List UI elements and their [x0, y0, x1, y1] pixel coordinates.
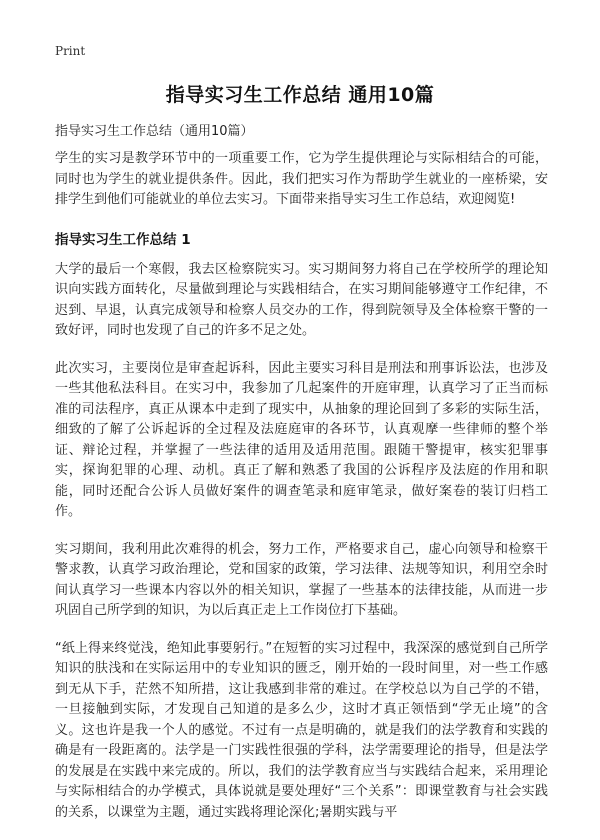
- page-title: 指导实习生工作总结 通用10篇: [165, 84, 435, 106]
- section-heading: 指导实习生工作总结 1: [55, 231, 191, 248]
- intro-paragraph: 学生的实习是教学环节中的一项重要工作，它为学生提供理论与实际相结合的可能，同时也为学生的就业提供条件。因此，我们把实习作为帮助学生就业的一座桥梁，安排学生到他们可能就业的单位去实习。下面带来指导实习生工作总结，欢迎阅览!: [55, 151, 548, 207]
- print-link[interactable]: Print: [55, 44, 86, 58]
- body-paragraph-2: 此次实习，主要岗位是审查起诉科，因此主要实习科目是刑法和刑事诉讼法，也涉及一些其他私法科目。在实习中，我参加了几起案件的开庭审理，认真学习了正当而标准的司法程序，真正从课本中走到了现实中，从抽象的理论回到了多彩的实际生活，细致的了解了公诉起诉的全过程及法庭庭审的各环节，认真观摩一些律师的整个举证、辩论过程，并掌握了一些法律的适用及适用范围。跟随干警提审，核实犯罪事实，探询犯罪的心理、动机。真正了解和熟悉了我国的公诉程序及法庭的作用和职能，同时还配合公诉人员做好案件的调查笔录和庭审笔录，做好案卷的装订归档工作。: [55, 360, 548, 519]
- body-paragraph-1: 大学的最后一个寒假，我去区检察院实习。实习期间努力将自己在学校所学的理论知识向实践方面转化，尽量做到理论与实践相结合，在实习期间能够遵守工作纪律，不迟到、早退，认真完成领导和检察人员交办的工作，得到院领导及全体检察干警的一致好评，同时也发现了自己的许多不足之处。: [55, 261, 548, 338]
- document-body: [55, 149, 548, 840]
- document-subtitle: 指导实习生工作总结（通用10篇）: [55, 124, 254, 139]
- body-paragraph-3: 实习期间，我利用此次难得的机会，努力工作，严格要求自己，虚心向领导和检察干警求教，认真学习政治理论，党和国家的政策，学习法律、法规等知识，利用空余时间认真学习一些课本内容以外的相关知识，掌握了一些基本的法律技能，从而进一步巩固自己所学到的知识，为以后真正走上工作岗位打下基础。: [55, 541, 548, 618]
- body-paragraph-4: “纸上得来终觉浅，绝知此事要躬行。”在短暂的实习过程中，我深深的感觉到自己所学知识的肤浅和在实际运用中的专业知识的匮乏，刚开始的一段时间里，对一些工作感到无从下手，茫然不知所措，这让我感到非常的难过。在学校总以为自己学的不错，一旦接触到实际，才发现自己知道的是多么少，这时才真正领悟到“学无止境”的含义。这也许是我一个人的感觉。不过有一点是明确的，就是我们的法学教育和实践的确是有一段距离的。法学是一门实践性很强的学科，法学需要理论的指导，但是法学的发展是在实践中来完成的。所以，我们的法学教育应当与实践结合起来，采用理论与实际相结合的办学模式，具体说就是要处理好“三个关系”：即课堂教育与社会实践的关系，以课堂为主题，通过实践将理论深化;暑期实践与平: [55, 640, 548, 820]
